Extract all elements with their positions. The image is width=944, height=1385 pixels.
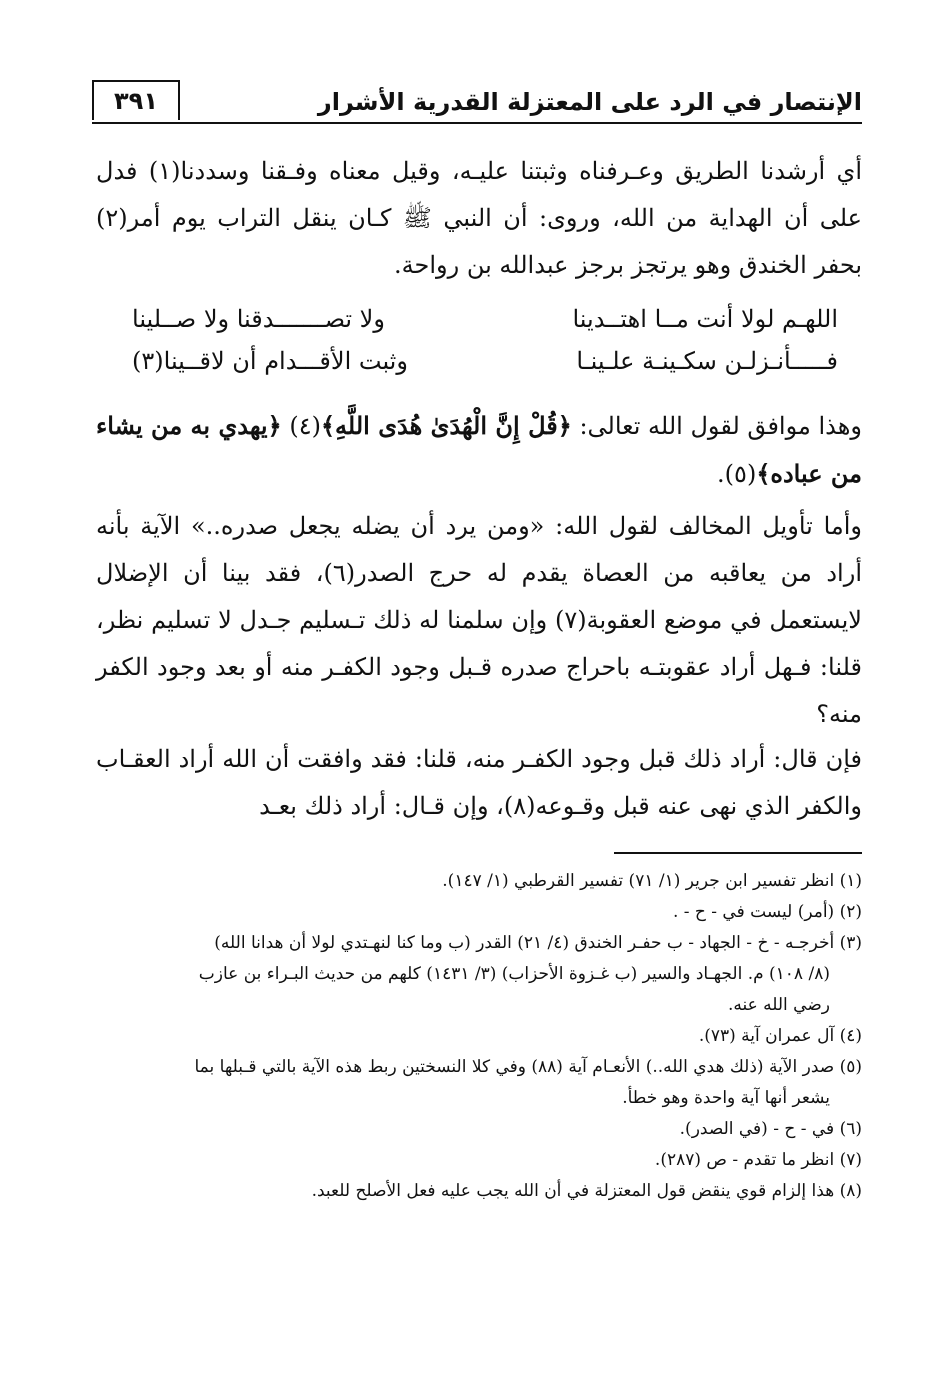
paragraph-text: أي أرشدنا الطريق وعـرفناه وثبتنا عليـه، وقيل معناه وفـقنا وسددنا(١) فدل على أن الهداية من الله، وروى: أن النبي ﷺ كـان ينقل التراب يوم أمر(٢) بحفر الخندق وهو يرتجز برجز عبدالله بن رواحة. — [96, 157, 863, 279]
paragraph-text: وأما تأويل المخالف لقول الله: «ومن يرد أن يضله يجعل صدره..» الآية بأنه أراد من يعاقبه من العصاة يقدم له حرج الصدر(٦)، فقد بينا أن الإضلال لايستعمل في موضع العقوبة(٧) وإن سلمنا له ذلك تـسليم جـدل لا تسليم نظر، قلنا: فـهل أراد عقوبتـه باحراج صدره قـبل وجود الكفـر منه أو بعد وجود الكفر منه؟ — [96, 512, 862, 728]
poem — [96, 298, 862, 382]
paragraph-2 — [96, 402, 862, 498]
footnote-rule — [614, 852, 862, 854]
quran-quote: ﴿قُلْ إِنَّ الْهُدَىٰ هُدَى اللَّهِ﴾ — [320, 411, 572, 440]
poem-hemistich: اللهـم لولا أنت مــا اهتــدينا — [572, 305, 838, 333]
paragraph-text — [96, 402, 862, 498]
paragraph-text: فإن قال: أراد ذلك قبل وجود الكفـر منه، قلنا: فقد وافقت أن الله أراد العقـاب والكفر الذي نهى عنه قبل وقـوعه(٨)، وإن قـال: أراد ذلك بعـد — [96, 745, 862, 820]
footnote: (٢) (أمر) ليست في - ح - . — [672, 902, 862, 922]
poem-hemistich: فـــــأنـزلـن سكـينـة علـينـا — [576, 347, 838, 375]
footnote-continuation: رضي الله عنه. — [727, 995, 830, 1015]
footnote: (٤) آل عمران آية (٧٣). — [698, 1026, 862, 1046]
poem-line — [96, 340, 862, 382]
paragraph-4 — [96, 736, 862, 830]
footnote-ref: (٥). — [717, 460, 757, 488]
paragraph-1 — [96, 148, 862, 289]
footnote-continuation: يشعر أنها آية واحدة وهو خطأ. — [622, 1088, 830, 1108]
page-number: ٣٩١ — [92, 80, 180, 120]
footnote: (٨) هذا إلزام قوي ينقض قول المعتزلة في أن الله يجب عليه فعل الأصلح للعبد. — [311, 1181, 862, 1201]
poem-hemistich: ولا تصـــــــدقنا ولا صــلينا — [132, 305, 385, 333]
paragraph-3 — [96, 503, 862, 738]
footnotes — [96, 866, 862, 1207]
poem-hemistich: وثبت الأقـــدام أن لاقــينا(٣) — [132, 347, 408, 375]
poem-line — [96, 298, 862, 340]
paragraph-text-segment: وهذا موافق لقول الله تعالى: — [579, 412, 862, 440]
footnote-ref: (٤) — [289, 412, 321, 440]
footnote: (٧) انظر ما تقدم - ص (٢٨٧). — [654, 1150, 862, 1170]
header-rule — [92, 122, 862, 124]
quran-quote: ﴿يهدي به من يشاء من عباده﴾ — [96, 411, 862, 488]
footnote: (٣) أخرجـه - خ - الجهاد - ب حفـر الخندق (٤/ ٢١) القدر (ب وما كنا لنهـتدي لولا أن هدانا الله) — [214, 933, 862, 953]
footnote: (٥) صدر الآية (ذلك هدي الله..) الأنعـام آية (٨٨) وفي كلا النسختين ربط هذه الآية بالتي قـبلها بما — [194, 1057, 862, 1077]
book-title: الإنتصار في الرد على المعتزلة القدرية الأشرار — [317, 88, 862, 116]
footnote: (٦) في - ح - (في الصدر). — [679, 1119, 862, 1139]
running-header — [92, 80, 862, 126]
footnote: (١) انظر تفسير ابن جرير (١/ ٧١) تفسير القرطبي (١/ ١٤٧). — [442, 871, 862, 891]
footnote-continuation: (٨/ ١٠٨) م. الجهـاد والسير (ب غـزوة الأحزاب) (٣/ ١٤٣١) كلهم من حديث البـراء بن عازب — [198, 964, 830, 984]
